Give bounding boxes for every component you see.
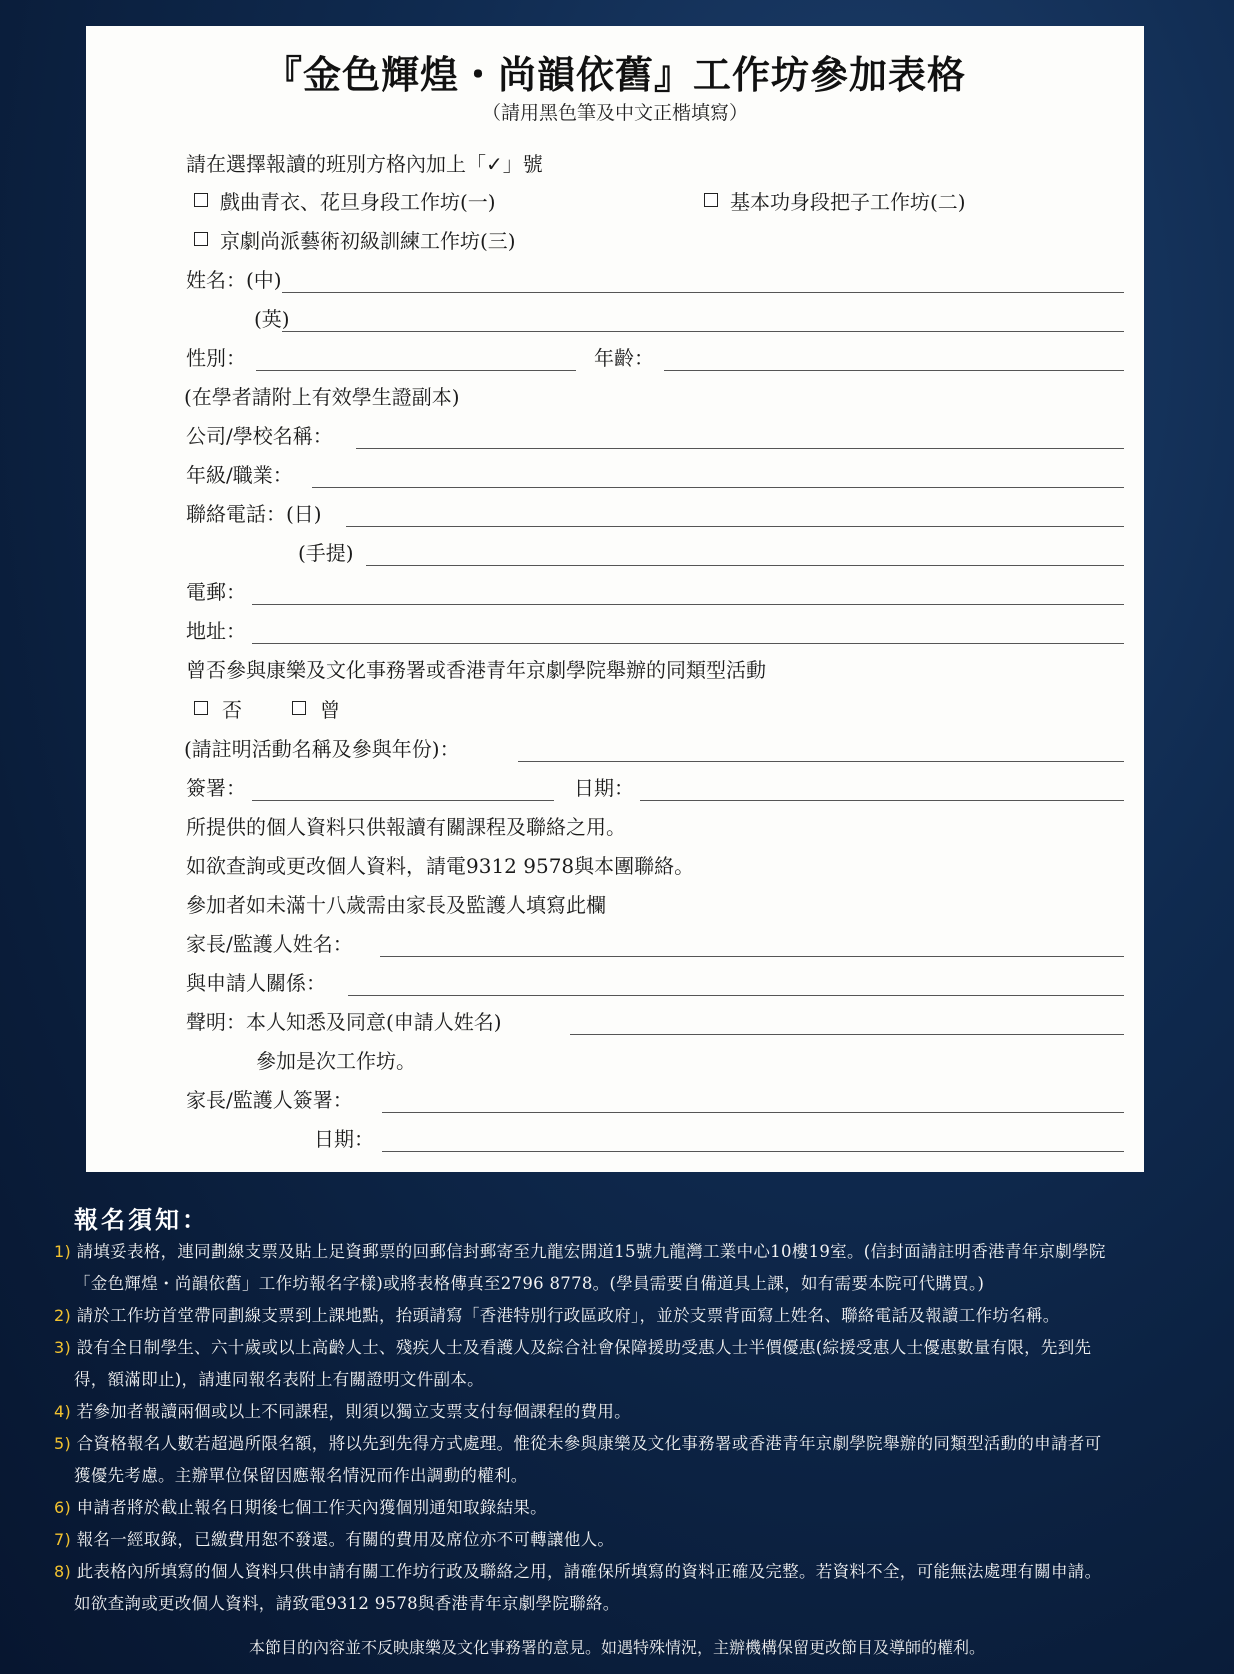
declaration-end: 參加是次工作坊。	[256, 1049, 416, 1073]
course-1-checkbox[interactable]	[194, 193, 208, 207]
instruction-end: 」號	[502, 152, 543, 176]
note-text: 請於工作坊首堂帶同劃線支票到上課地點，抬頭請寫「香港特別行政區政府」，並於支票背面寫上姓名、聯絡電話及報讀工作坊名稱。	[76, 1306, 1060, 1325]
note-number: 5)	[54, 1434, 72, 1453]
phone-mobile-label: (手提)	[298, 541, 354, 565]
note-text: 請填妥表格，連同劃線支票及貼上足資郵票的回郵信封郵寄至九龍宏開道15號九龍灣工業中心10樓19室。(信封面請註明香港青年京劇學院	[76, 1242, 1106, 1261]
note-line	[54, 1302, 1060, 1326]
yes-checkbox[interactable]	[292, 701, 306, 715]
declaration-name-field[interactable]	[570, 1034, 1124, 1035]
age-label: 年齡：	[594, 346, 654, 370]
activity-label: (請註明活動名稱及參與年份)：	[184, 737, 460, 761]
instruction-text	[186, 148, 543, 177]
note-text: 「金色輝煌・尚韻依舊」工作坊報名字樣)或將表格傳真至2796 8778。(學員需要自備道具上課，如有需要本院可代購買。)	[74, 1274, 985, 1293]
note-number: 7)	[54, 1530, 72, 1549]
note-line	[74, 1590, 620, 1614]
note-number: 4)	[54, 1402, 72, 1421]
note-number: 2)	[54, 1306, 72, 1325]
grade-label: 年級/職業：	[186, 463, 293, 487]
email-label: 電郵：	[186, 580, 246, 604]
relationship-label: 與申請人關係：	[186, 971, 326, 995]
course-2-label: 基本功身段把子工作坊(二)	[730, 190, 966, 214]
note-line	[54, 1334, 1091, 1358]
note-text: 設有全日制學生、六十歲或以上高齡人士、殘疾人士及看護人及綜合社會保障援助受惠人士半價優惠(綜援受惠人士優惠數量有限，先到先	[76, 1338, 1092, 1357]
no-checkbox[interactable]	[194, 701, 208, 715]
note-text: 如欲查詢或更改個人資料，請致電9312 9578與香港青年京劇學院聯絡。	[74, 1594, 620, 1613]
guardian-sign-label: 家長/監護人簽署：	[186, 1088, 353, 1112]
tick-icon: ✓	[486, 152, 503, 176]
email-field[interactable]	[252, 604, 1124, 605]
course-3-checkbox[interactable]	[194, 232, 208, 246]
privacy-text-1: 所提供的個人資料只供報讀有關課程及聯絡之用。	[186, 815, 626, 839]
age-field[interactable]	[664, 370, 1124, 371]
form-subtitle: （請用黑色筆及中文正楷填寫）	[481, 102, 748, 124]
grade-field[interactable]	[312, 487, 1124, 488]
notes-title: 報名須知：	[74, 1205, 209, 1234]
signature-label: 簽署：	[186, 776, 246, 800]
signature-field[interactable]	[252, 800, 554, 801]
note-line	[54, 1558, 1101, 1582]
phone-day-field[interactable]	[346, 526, 1124, 527]
application-form	[86, 26, 1144, 1172]
privacy-text-2: 如欲查詢或更改個人資料，請電9312 9578與本團聯絡。	[186, 854, 695, 878]
note-line	[54, 1238, 1106, 1262]
note-number: 3)	[54, 1338, 72, 1357]
instruction-start: 請在選擇報讀的班別方格內加上「	[186, 152, 486, 176]
name-chinese-label: 姓名：(中)	[186, 268, 282, 292]
address-label: 地址：	[186, 619, 246, 643]
course-1-label: 戲曲青衣、花旦身段工作坊(一)	[220, 190, 496, 214]
note-text: 得，額滿即止)，請連同報名表附上有關證明文件副本。	[74, 1370, 484, 1389]
note-text: 申請者將於截止報名日期後七個工作天內獲個別通知取錄結果。	[76, 1498, 547, 1517]
note-number: 8)	[54, 1562, 72, 1581]
school-field[interactable]	[356, 448, 1124, 449]
guardian-name-field[interactable]	[380, 956, 1124, 957]
course-3-label: 京劇尚派藝術初級訓練工作坊(三)	[220, 229, 516, 253]
form-title: 『金色輝煌・尚韻依舊』工作坊參加表格	[263, 52, 966, 97]
guardian-name-label: 家長/監護人姓名：	[186, 932, 353, 956]
phone-mobile-field[interactable]	[366, 565, 1124, 566]
name-chinese-field[interactable]	[282, 292, 1124, 293]
name-english-label: (英)	[254, 307, 290, 331]
note-line	[74, 1366, 484, 1390]
note-text: 若參加者報讀兩個或以上不同課程，則須以獨立支票支付每個課程的費用。	[76, 1402, 631, 1421]
activity-field[interactable]	[518, 761, 1124, 762]
student-note: (在學者請附上有效學生證副本)	[184, 385, 460, 409]
declaration-label: 聲明：本人知悉及同意(申請人姓名)	[186, 1010, 502, 1034]
note-number: 1)	[54, 1242, 72, 1261]
phone-day-label: 聯絡電話：(日)	[186, 502, 322, 526]
note-line	[74, 1462, 528, 1486]
note-text: 報名一經取錄，已繳費用恕不發還。有關的費用及席位亦不可轉讓他人。	[76, 1530, 615, 1549]
date-field[interactable]	[640, 800, 1124, 801]
footer-disclaimer: 本節目的內容並不反映康樂及文化事務署的意見。如遇特殊情況，主辦機構保留更改節目及導師的權利。	[248, 1638, 985, 1657]
guardian-date-label: 日期：	[314, 1127, 374, 1151]
note-line	[54, 1430, 1101, 1454]
school-label: 公司/學校名稱：	[186, 424, 333, 448]
guardian-sign-field[interactable]	[382, 1112, 1124, 1113]
yes-label: 曾	[320, 698, 340, 722]
name-english-field[interactable]	[282, 331, 1124, 332]
note-text: 此表格內所填寫的個人資料只供申請有關工作坊行政及聯絡之用，請確保所填寫的資料正確及完整。若資料不全，可能無法處理有關申請。	[76, 1562, 1102, 1581]
address-field[interactable]	[252, 643, 1124, 644]
gender-label: 性別：	[186, 346, 246, 370]
guardian-date-field[interactable]	[382, 1151, 1124, 1152]
date-label: 日期：	[574, 776, 634, 800]
note-line	[74, 1270, 984, 1294]
no-label: 否	[222, 698, 242, 722]
note-line	[54, 1494, 547, 1518]
note-line	[54, 1526, 614, 1550]
minor-note: 參加者如未滿十八歲需由家長及監護人填寫此欄	[186, 893, 606, 917]
note-text: 合資格報名人數若超過所限名額，將以先到先得方式處理。惟從未參與康樂及文化事務署或香港青年京劇學院舉辦的同類型活動的申請者可	[76, 1434, 1102, 1453]
participated-question: 曾否參與康樂及文化事務署或香港青年京劇學院舉辦的同類型活動	[186, 658, 766, 682]
course-2-checkbox[interactable]	[704, 193, 718, 207]
relationship-field[interactable]	[348, 995, 1124, 996]
note-text: 獲優先考慮。主辦單位保留因應報名情況而作出調動的權利。	[74, 1466, 528, 1485]
note-line	[54, 1398, 631, 1422]
gender-field[interactable]	[256, 370, 576, 371]
note-number: 6)	[54, 1498, 72, 1517]
